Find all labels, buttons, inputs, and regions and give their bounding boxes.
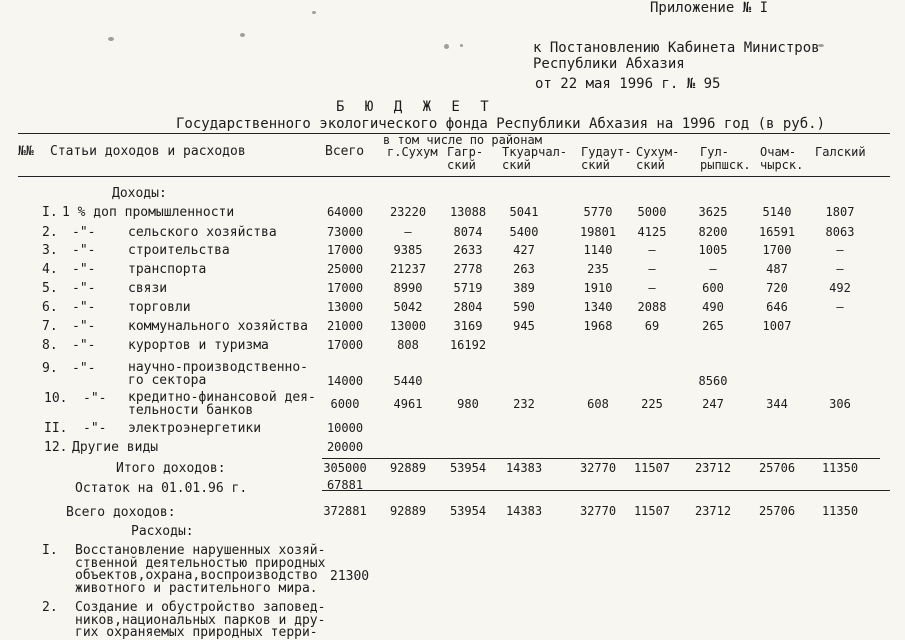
row-label: связи: [128, 281, 168, 296]
district-header: Гагр- ский: [447, 145, 484, 172]
district-value: 492: [829, 281, 851, 295]
district-value: 263: [513, 262, 535, 276]
grand-total-label: Всего доходов:: [66, 505, 176, 520]
header-articles: Статьи доходов и расходов: [50, 144, 246, 159]
scan-speck: [240, 33, 245, 37]
income-total-sum: 305000: [323, 461, 367, 475]
row-label: кредитно-финансовой дея- тельности банков: [128, 390, 316, 418]
district-value: 490: [702, 300, 724, 314]
row-total: 20000: [326, 440, 364, 454]
header-bottom-rule: [18, 176, 890, 177]
scan-speck: [444, 44, 449, 49]
row-label: электроэнергетики: [128, 421, 262, 436]
district-value: 265: [702, 319, 724, 333]
annex-decree: к Постановлению Кабинета Министров: [533, 40, 820, 56]
row-number: 6.: [42, 300, 58, 315]
district-value: 1005: [698, 243, 728, 257]
district-value: 5440: [393, 374, 423, 388]
district-value: —: [648, 281, 656, 295]
district-value: 1007: [762, 319, 792, 333]
expense-heading: Расходы:: [131, 524, 194, 539]
district-value: —: [836, 262, 844, 276]
district-value: 306: [829, 397, 851, 411]
ditto-mark: -"-: [72, 338, 96, 353]
ditto-mark: -"-: [72, 225, 96, 240]
district-value: 23712: [694, 461, 732, 475]
district-value: 5000: [637, 205, 667, 219]
header-incl-districts: в том числе по районам: [383, 133, 542, 147]
row-total: 14000: [326, 374, 364, 388]
row-label: сельского хозяйства: [128, 225, 277, 240]
scan-speck: [312, 11, 316, 14]
row-number: II.: [44, 421, 68, 436]
district-value: 1910: [583, 281, 613, 295]
ditto-mark: -"-: [72, 262, 96, 277]
district-value: 14383: [505, 504, 543, 518]
district-value: 1140: [583, 243, 613, 257]
income-total-label: Итого доходов:: [116, 461, 226, 476]
district-value: 808: [397, 338, 419, 352]
ditto-mark: -"-: [83, 391, 107, 406]
district-value: 21237: [389, 262, 427, 276]
document-heading: Б Ю Д Ж Е Т: [336, 99, 495, 115]
row-total: 25000: [326, 262, 364, 276]
row-total: 73000: [326, 225, 364, 239]
district-value: 5400: [509, 225, 539, 239]
row-label: строительства: [128, 243, 230, 258]
district-value: 389: [513, 281, 535, 295]
row-number: 2.: [42, 225, 58, 240]
district-value: 3169: [453, 319, 483, 333]
expense-text: Восстановление нарушенных хозяй- ственной деятельностью природных объектов,охрана,воспроизводство животного и растительного мира.: [75, 543, 326, 596]
ditto-mark: -"-: [72, 300, 96, 315]
district-value: 92889: [389, 504, 427, 518]
district-value: 720: [766, 281, 788, 295]
district-value: 247: [702, 397, 724, 411]
district-value: 32770: [579, 461, 617, 475]
header-total: Всего: [325, 144, 365, 159]
document-subtitle: Государственного экологического фонда Республики Абхазия на 1996 год (в руб.): [176, 116, 826, 132]
district-value: —: [836, 243, 844, 257]
district-value: 232: [513, 397, 535, 411]
district-value: 225: [641, 397, 663, 411]
district-value: 1700: [762, 243, 792, 257]
row-label: торговли: [128, 300, 191, 315]
row-label: Другие виды: [72, 440, 159, 455]
income-heading: Доходы:: [112, 186, 167, 201]
district-header: г.Сухум: [387, 145, 438, 159]
district-header: Сухум- ский: [636, 145, 680, 172]
district-value: 427: [513, 243, 535, 257]
district-value: 4125: [637, 225, 667, 239]
district-value: 11507: [633, 461, 671, 475]
ditto-mark: -"-: [72, 361, 96, 376]
district-value: 600: [702, 281, 724, 295]
row-number: 3.: [42, 243, 58, 258]
annex-title: Приложение № I: [650, 0, 769, 16]
row-number: I.: [42, 205, 58, 220]
district-value: 14383: [505, 461, 543, 475]
row-total: 13000: [326, 300, 364, 314]
district-value: 53954: [449, 461, 487, 475]
scan-speck: [108, 37, 114, 41]
district-value: 9385: [393, 243, 423, 257]
row-label: транспорта: [128, 262, 207, 277]
row-number: 8.: [42, 338, 58, 353]
row-label: 1 % доп промышленности: [62, 205, 235, 220]
annex-republic: Республики Абхазия: [533, 56, 685, 72]
district-value: 344: [766, 397, 788, 411]
expense-num: I.: [42, 543, 58, 558]
row-label: научно-производственно- го сектора: [128, 360, 309, 388]
district-value: 53954: [449, 504, 487, 518]
income-total-rule: [322, 458, 880, 459]
district-value: 25706: [758, 461, 796, 475]
row-total: 6000: [330, 397, 360, 411]
row-total: 21000: [326, 319, 364, 333]
district-value: 590: [513, 300, 535, 314]
district-value: 4961: [393, 397, 423, 411]
district-value: 235: [587, 262, 609, 276]
row-total: 17000: [326, 281, 364, 295]
district-value: 92889: [389, 461, 427, 475]
district-value: 16192: [449, 338, 487, 352]
grand-total-rule: [322, 490, 890, 491]
scan-speck: [460, 44, 463, 47]
expense-text: Создание и обустройство заповед- ников,национальных парков и дру- гих охраняемых природных терри-: [75, 600, 326, 640]
row-total: 17000: [326, 243, 364, 257]
header-num: №№: [18, 144, 34, 159]
district-value: 16591: [758, 225, 796, 239]
district-value: 608: [587, 397, 609, 411]
row-total: 64000: [326, 205, 364, 219]
annex-date: от 22 мая 1996 г. № 95: [535, 76, 721, 92]
row-number: 4.: [42, 262, 58, 277]
district-value: 32770: [579, 504, 617, 518]
district-value: —: [648, 262, 656, 276]
district-value: 5770: [583, 205, 613, 219]
expense-num: 2.: [42, 600, 58, 615]
row-total: 10000: [326, 421, 364, 435]
district-value: 8200: [698, 225, 728, 239]
district-value: 11350: [821, 504, 859, 518]
district-value: 8063: [825, 225, 855, 239]
ditto-mark: -"-: [72, 243, 96, 258]
row-label: курортов и туризма: [128, 338, 269, 353]
expense-total: 21300: [330, 569, 370, 584]
district-value: —: [709, 262, 717, 276]
district-value: 8560: [698, 374, 728, 388]
ditto-mark: -"-: [72, 319, 96, 334]
district-value: 1807: [825, 205, 855, 219]
balance-sum: 67881: [326, 478, 364, 492]
row-number: 10.: [44, 391, 68, 406]
district-value: 3625: [698, 205, 728, 219]
ditto-mark: -"-: [83, 421, 107, 436]
district-header: Ткуарчал- ский: [502, 145, 568, 172]
ditto-mark: -"-: [72, 281, 96, 296]
district-value: 25706: [758, 504, 796, 518]
district-value: 1340: [583, 300, 613, 314]
district-value: 69: [644, 319, 660, 333]
district-value: 19801: [579, 225, 617, 239]
district-value: 5041: [509, 205, 539, 219]
row-number: 5.: [42, 281, 58, 296]
district-value: 2778: [453, 262, 483, 276]
district-value: 2088: [637, 300, 667, 314]
district-value: 646: [766, 300, 788, 314]
district-value: 11507: [633, 504, 671, 518]
district-value: 5042: [393, 300, 423, 314]
district-value: 2633: [453, 243, 483, 257]
grand-total-sum: 372881: [323, 504, 367, 518]
row-number: 12.: [44, 440, 68, 455]
district-value: 945: [513, 319, 535, 333]
district-header: Очам- чырск.: [760, 145, 804, 172]
row-total: 17000: [326, 338, 364, 352]
district-value: 487: [766, 262, 788, 276]
balance-label: Остаток на 01.01.96 г.: [75, 481, 248, 496]
district-value: —: [836, 300, 844, 314]
district-value: 5719: [453, 281, 483, 295]
district-value: —: [404, 225, 412, 239]
district-value: 980: [457, 397, 479, 411]
row-number: 9.: [42, 361, 58, 376]
district-value: 23712: [694, 504, 732, 518]
district-value: 8990: [393, 281, 423, 295]
district-header: Галский: [815, 145, 866, 159]
district-value: 1968: [583, 319, 613, 333]
district-value: 23220: [389, 205, 427, 219]
district-value: 2804: [453, 300, 483, 314]
district-value: 8074: [453, 225, 483, 239]
district-header: Гудаут- ский: [581, 145, 632, 172]
row-label: коммунального хозяйства: [128, 319, 309, 334]
district-value: 13000: [389, 319, 427, 333]
district-value: 5140: [762, 205, 792, 219]
district-value: —: [648, 243, 656, 257]
district-value: 11350: [821, 461, 859, 475]
district-value: 13088: [449, 205, 487, 219]
row-number: 7.: [42, 319, 58, 334]
district-header: Гул- рыпшск.: [700, 145, 751, 172]
